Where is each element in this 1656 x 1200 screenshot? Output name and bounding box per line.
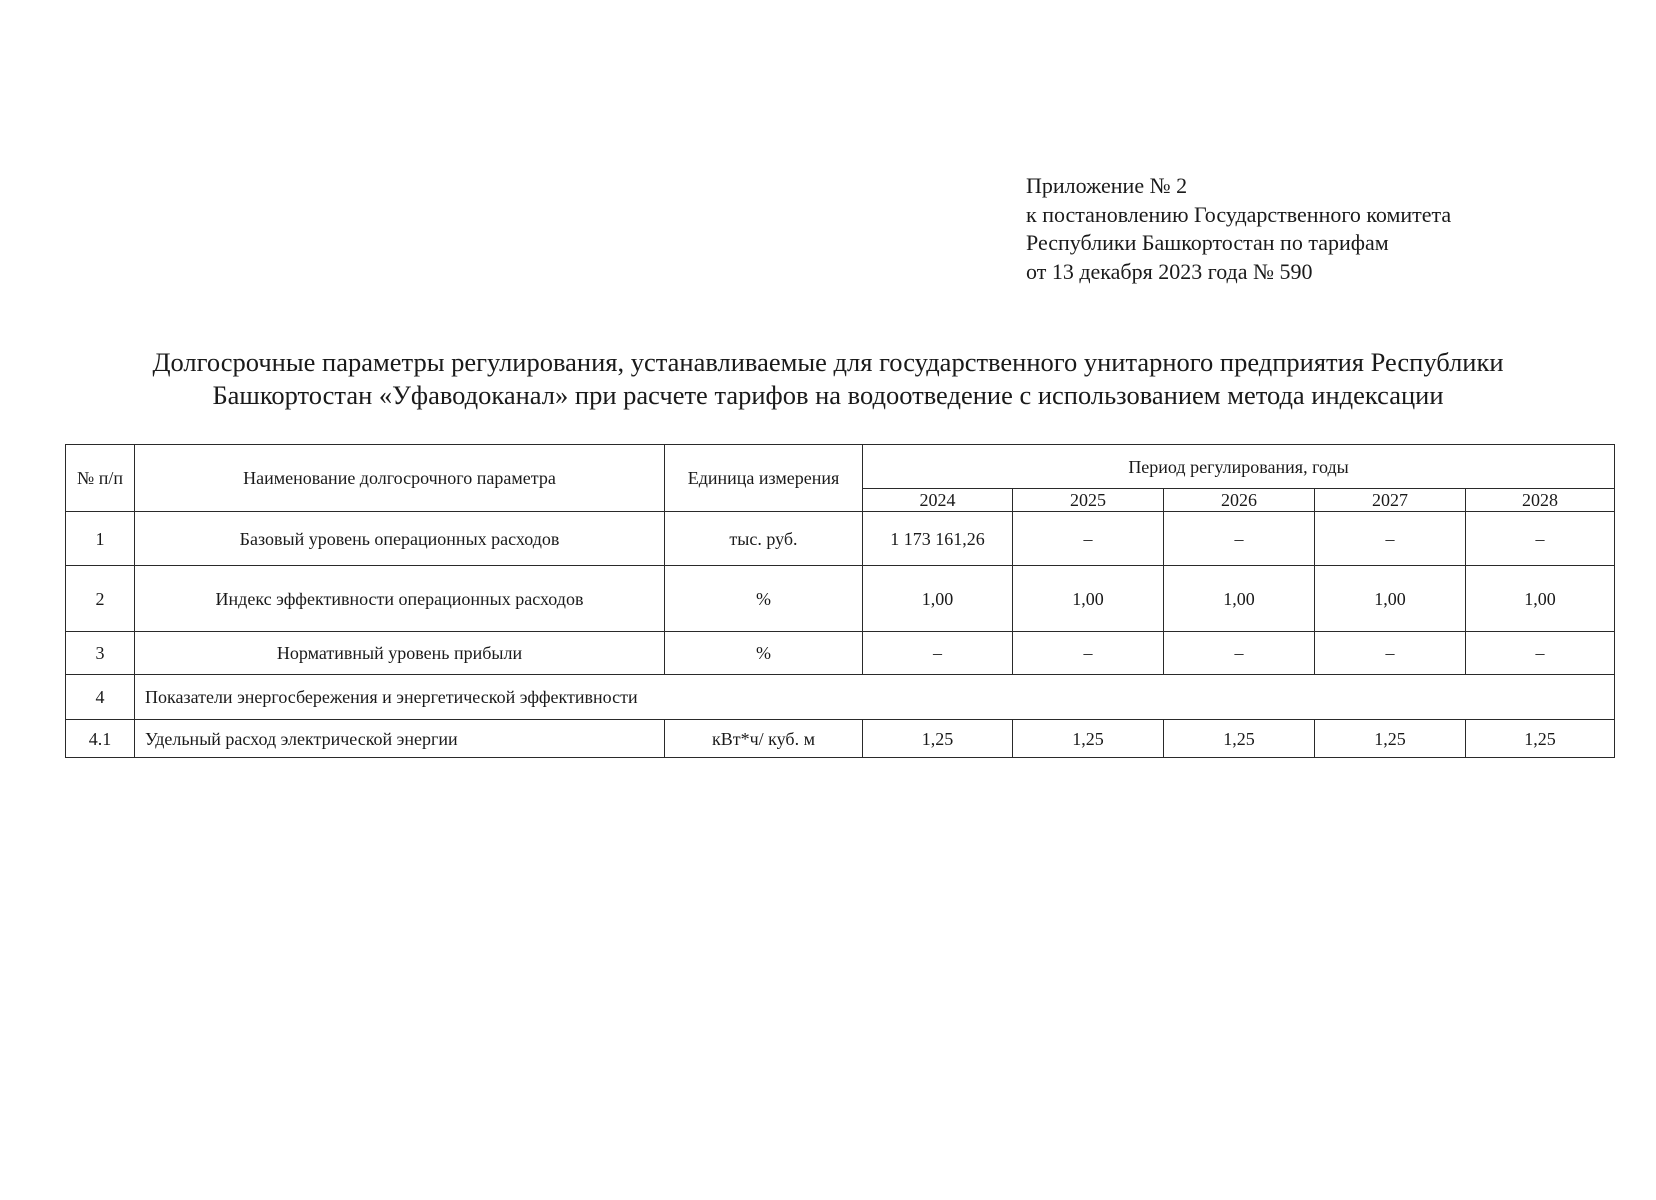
header-unit: Единица измерения (665, 445, 863, 512)
table-header-row (66, 445, 1615, 489)
table-row (66, 720, 1615, 758)
row-value: – (1164, 632, 1315, 675)
row-value: – (1466, 512, 1615, 566)
appendix-line: Республики Башкортостан по тарифам (1026, 230, 1389, 255)
row-name: Индекс эффективности операционных расходов (135, 566, 665, 632)
header-period: Период регулирования, годы (863, 445, 1615, 489)
row-value: – (1315, 632, 1466, 675)
row-name: Нормативный уровень прибыли (135, 632, 665, 675)
header-year: 2028 (1466, 489, 1615, 512)
row-num: 4.1 (66, 720, 135, 758)
row-value: 1,00 (1013, 566, 1164, 632)
row-num: 3 (66, 632, 135, 675)
row-unit: % (665, 632, 863, 675)
row-name: Удельный расход электрической энергии (135, 720, 665, 758)
header-num: № п/п (66, 445, 135, 512)
row-value: – (1013, 512, 1164, 566)
row-value: 1,00 (863, 566, 1013, 632)
row-value: 1,25 (863, 720, 1013, 758)
table-row (66, 566, 1615, 632)
row-value: – (1164, 512, 1315, 566)
header-year: 2025 (1013, 489, 1164, 512)
table-row (66, 675, 1615, 720)
row-value: – (1466, 632, 1615, 675)
row-name: Базовый уровень операционных расходов (135, 512, 665, 566)
header-year: 2026 (1164, 489, 1315, 512)
appendix-block (1026, 172, 1451, 286)
row-value: 1,25 (1164, 720, 1315, 758)
row-num: 4 (66, 675, 135, 720)
parameters-table (65, 444, 1615, 758)
row-unit: кВт*ч/ куб. м (665, 720, 863, 758)
table-row (66, 512, 1615, 566)
document-title (40, 346, 1616, 412)
row-value: 1,00 (1466, 566, 1615, 632)
header-name: Наименование долгосрочного параметра (135, 445, 665, 512)
title-line: Долгосрочные параметры регулирования, устанавливаемые для государственного унитарного предприятия Республики (152, 347, 1504, 377)
row-value: 1,00 (1164, 566, 1315, 632)
row-value: 1,00 (1315, 566, 1466, 632)
title-line: Башкортостан «Уфаводоканал» при расчете тарифов на водоотведение с использованием метода индексации (212, 380, 1444, 410)
row-unit: % (665, 566, 863, 632)
header-year: 2027 (1315, 489, 1466, 512)
appendix-line: к постановлению Государственного комитета (1026, 201, 1452, 227)
row-section-name: Показатели энергосбережения и энергетической эффективности (135, 675, 1615, 720)
row-num: 2 (66, 566, 135, 632)
appendix-line: от 13 декабря 2023 года № 590 (1026, 258, 1313, 284)
row-value: 1,25 (1466, 720, 1615, 758)
row-value: – (1315, 512, 1466, 566)
header-year: 2024 (863, 489, 1013, 512)
row-value: 1,25 (1315, 720, 1466, 758)
row-value: 1,25 (1013, 720, 1164, 758)
table-row (66, 632, 1615, 675)
row-value: – (1013, 632, 1164, 675)
row-value: 1 173 161,26 (863, 512, 1013, 566)
row-unit: тыс. руб. (665, 512, 863, 566)
row-num: 1 (66, 512, 135, 566)
row-value: – (863, 632, 1013, 675)
appendix-line: Приложение № 2 (1026, 173, 1188, 198)
